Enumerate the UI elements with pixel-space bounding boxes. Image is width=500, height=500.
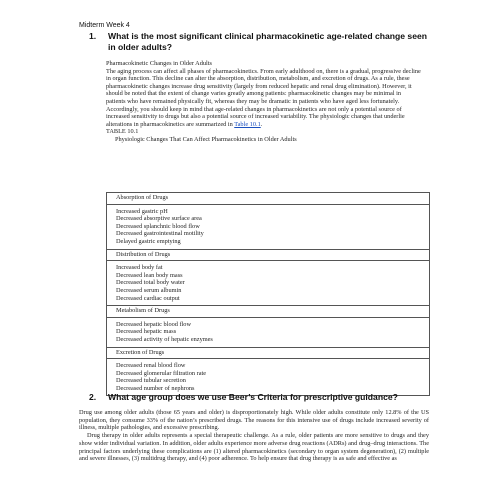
table-heading-metabolism: Metabolism of Drugs — [107, 306, 430, 318]
table-item: Decreased total body water — [116, 279, 185, 287]
table-item: Decreased serum albumin — [116, 286, 182, 294]
table-item: Decreased tubular secretion — [116, 377, 186, 385]
table-item: Decreased absorptive surface area — [116, 215, 202, 223]
table-item: Delayed gastric emptying — [116, 237, 181, 245]
table-item: Decreased hepatic blood flow — [116, 320, 192, 328]
table-item: Decreased hepatic mass — [116, 328, 177, 336]
table-cell-excretion — [107, 359, 430, 396]
table-item: Decreased renal blood flow — [116, 362, 186, 370]
table-item: Decreased activity of hepatic enzymes — [116, 335, 213, 343]
table-heading-excretion: Excretion of Drugs — [107, 347, 430, 359]
table-item: Decreased lean body mass — [116, 271, 183, 279]
table-cell-metabolism — [107, 317, 430, 347]
paragraph-end: . — [260, 120, 263, 128]
table-heading-row — [107, 249, 430, 261]
table-row — [107, 204, 430, 249]
table-item: Decreased splanchnic blood flow — [116, 222, 200, 230]
table-row — [107, 261, 430, 306]
table-label: TABLE 10.1 — [106, 128, 139, 136]
answer-2-section — [79, 409, 429, 463]
question-1-number: 1. — [89, 31, 97, 41]
answer-1-section — [106, 60, 422, 148]
table-heading-row — [107, 193, 430, 205]
table-heading-row — [107, 306, 430, 318]
table-item: Decreased gastrointestinal motility — [116, 230, 204, 238]
table-heading-row — [107, 347, 430, 359]
table-cell-absorption — [107, 204, 430, 249]
answer-2-paragraph-2: Drug therapy in older adults represents a special therapeutic challenge. As a rule, older patients are more sensitive to drugs and they show wider individual variation. In addition, older adults experience more adverse drug reactions (ADRs) and drug–drug interactions. The principal factors underlying these complications are (1) altered pharmacokinetics (secondary to organ system degeneration), (2) multiple and severe illnesses, (3) multidrug therapy, and (4) poor adherence. To help ensure that drug therapy is as safe and effective as — [79, 432, 429, 463]
question-1-text: What is the most significant clinical pharmacokinetic age-related change seen in older adults? — [108, 31, 428, 52]
answer-1-paragraph — [106, 68, 422, 129]
pharmacokinetics-table — [106, 192, 430, 396]
table-caption: Physiologic Changes That Can Affect Pharmacokinetics in Older Adults — [115, 135, 297, 143]
question-2-text: What age group does we use Beer’s Criteria for prescriptive guidance? — [108, 392, 398, 402]
table-item: Increased body fat — [116, 264, 163, 272]
page-header: Midterm Week 4 — [79, 22, 130, 29]
table-heading-absorption: Absorption of Drugs — [107, 193, 430, 205]
table-item: Decreased cardiac output — [116, 294, 180, 302]
table-link[interactable]: Table 10.1 — [234, 120, 261, 128]
table-cell-distribution — [107, 261, 430, 306]
table-row — [107, 359, 430, 396]
section-title: Pharmacokinetic Changes in Older Adults — [106, 60, 212, 67]
question-2-number: 2. — [89, 392, 97, 402]
table-heading-distribution: Distribution of Drugs — [107, 249, 430, 261]
table-item: Increased gastric pH — [116, 207, 168, 215]
paragraph-text: The aging process can affect all phases of pharmacokinetics. From early adulthood on, there is a gradual, progressive decline in organ function. This decline can alter the absorption, distribution, metabolism, and excretion of drugs. As a rule, these pharmacokinetic changes increase drug sensitivity (largely from reduced hepatic and renal drug elimination). However, it should be noted that the extent of change varies greatly among patients: pharmacokinetic changes may be minimal in patients who have remained physically fit, whereas they may be dramatic in patients who have aged less fortunately. Accordingly, you should keep in mind that age-related changes in pharmacokinetics are not only a potential source of increased sensitivity to drugs but also a potential source of increased variability. The physiologic changes that underlie alterations in pharmacokinetics are summarized in — [106, 67, 421, 128]
table-row — [107, 317, 430, 347]
table-item: Decreased number of nephrons — [116, 384, 195, 392]
answer-2-paragraph-1: Drug use among older adults (those 65 years and older) is disproportionately high. While older adults constitute only 12.8% of the US population, they consume 33% of the nation’s prescribed drugs. The reasons for this intensive use of drugs include increased severity of illness, multiple pathologies, and excessive prescribing. — [79, 409, 429, 432]
table-item: Decreased glomerular filtration rate — [116, 369, 207, 377]
